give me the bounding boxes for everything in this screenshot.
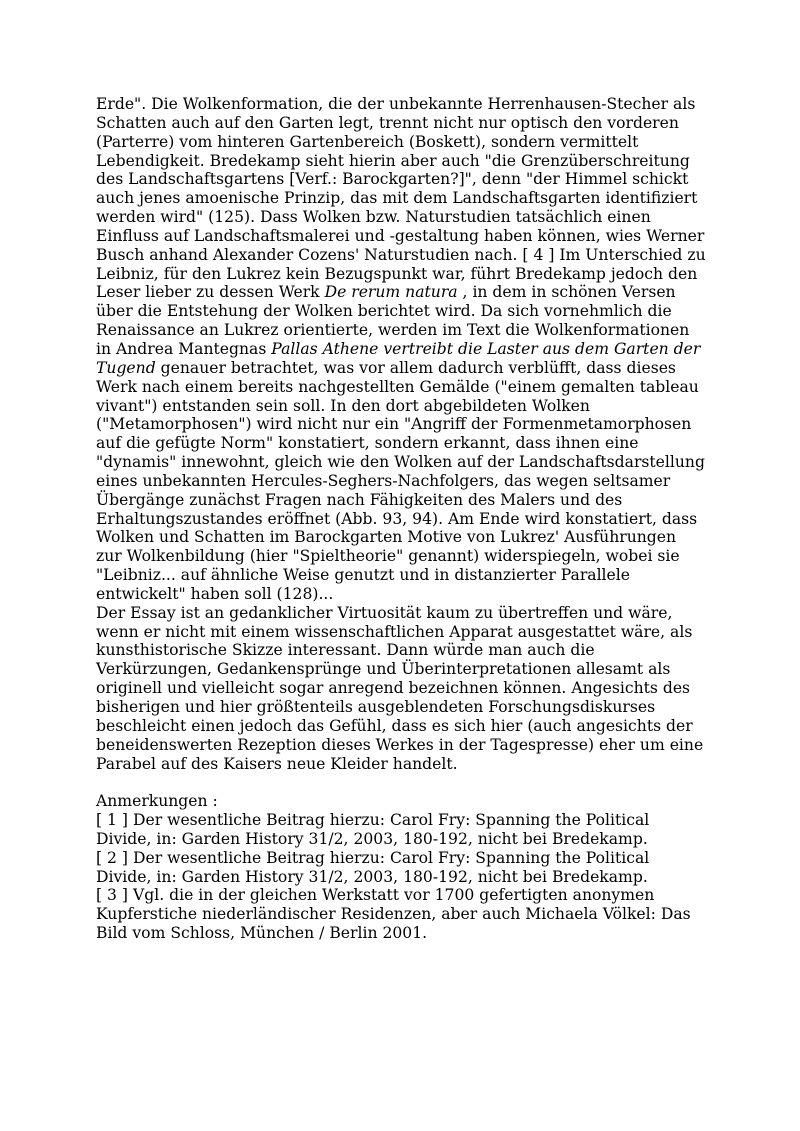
review-paragraph-lukrez [96,95,711,604]
footnote-3: [ 3 ] Vgl. die in der gleichen Werkstatt vor 1700 gefertigten anonymen Kupferstiche niederländischer Residenzen, aber auch Michaela Völkel: Das Bild vom Schloss, München / Berlin 2001. [96,886,696,943]
footnote-1: [ 1 ] Der wesentliche Beitrag hierzu: Carol Fry: Spanning the Political Divide, in: Garden History 31/2, 2003, 180-192, nicht bei Bredekamp. [96,811,655,848]
footnote-2: [ 2 ] Der wesentliche Beitrag hierzu: Carol Fry: Spanning the Political Divide, in: Garden History 31/2, 2003, 180-192, nicht bei Bredekamp. [96,848,655,886]
work-title-de-rerum-natura: De rerum natura [324,283,458,302]
paragraph-text-segment: genauer betrachtet, was vor allem dadurch verblüfft, dass dieses Werk nach einem bereits nachgestellten Gemälde ("einem gemalten tableau vivant") entstanden sein soll. In den dort abgebildeten Wolken ("Metamorphosen") wird nicht nur ein "Angriff der Formenmetamorphosen auf die gefügte Norm" konstatiert, sondern erkannt, dass ihnen eine "dynamis" innewohnt, gleich wie den Wolken auf der Landschaftsdarstellung eines unbekannten Hercules-Seghers-Nachfolgers, das wegen seltsamer Übergänge zunächst Fragen nach Fähigkeiten des Malers und des Erhaltungszustandes eröffnet (Abb. 93, 94). Am Ende wird konstatiert, dass Wolken und Schatten im Barockgarten Motive von Lukrez' Ausführungen zur Wolkenbildung (hier "Spieltheorie" genannt) widerspiegeln, wobei sie "Leibniz... auf ähnliche Weise genutzt und in distanzierter Parallele entwickelt" haben soll (128)... [96,358,710,603]
document-page [96,95,711,943]
paragraph-spacer [96,773,706,792]
notes-heading: Anmerkungen : [96,792,218,811]
review-paragraph-conclusion: Der Essay ist an gedanklicher Virtuosität kaum zu übertreffen und wäre, wenn er nicht mit einem wissenschaftlichen Apparat ausgestattet wäre, als kunsthistorische Skizze interessant. Dann würde man auch die Verkürzungen, Gedankensprünge und Überinterpretationen allesamt als originell und vielleicht sogar anregend bezeichnen können. Angesichts des bisherigen und hier größtenteils ausgeblendeten Forschungsdiskurses beschleicht einen jedoch das Gefühl, dass es sich hier (auch angesichts der beneidenswerten Rezeption dieses Werkes in der Tagespresse) eher um eine Parabel auf des Kaisers neue Kleider handelt. [96,603,709,773]
paragraph-text-segment: , in dem in schönen Versen über die Entstehung der Wolken berichtet wird. Da sich vornehmlich die Renaissance an Lukrez orientierte, werden im Text die Wolkenformationen in Andrea Mantegnas [96,283,695,358]
paragraph-text-segment: Erde". Die Wolkenformation, die der unbekannte Herrenhausen-Stecher als Schatten auch auf den Garten legt, trennt nicht nur optisch den vorderen (Parterre) vom hinteren Gartenbereich (Boskett), sondern vermittelt Lebendigkeit. Bredekamp sieht hierin aber auch "die Grenzüberschreitung des Landschaftsgartens [Verf.: Barockgarten?]", denn "der Himmel schickt auch jenes amoenische Prinzip, das mit dem Landschaftsgarten identifiziert werden wird" (125). Dass Wolken bzw. Naturstudien tatsächlich einen Einfluss auf Landschaftsmalerei und -gestaltung haben können, wies Werner Busch anhand Alexander Cozens' Naturstudien nach. [ 4 ] Im Unterschied zu Leibniz, für den Lukrez kein Bezugspunkt war, führt Bredekamp jedoch den Leser lieber zu dessen Werk [96,95,711,302]
work-title-pallas-athene: Pallas Athene vertreibt die Laster aus dem Garten der Tugend [96,339,706,377]
